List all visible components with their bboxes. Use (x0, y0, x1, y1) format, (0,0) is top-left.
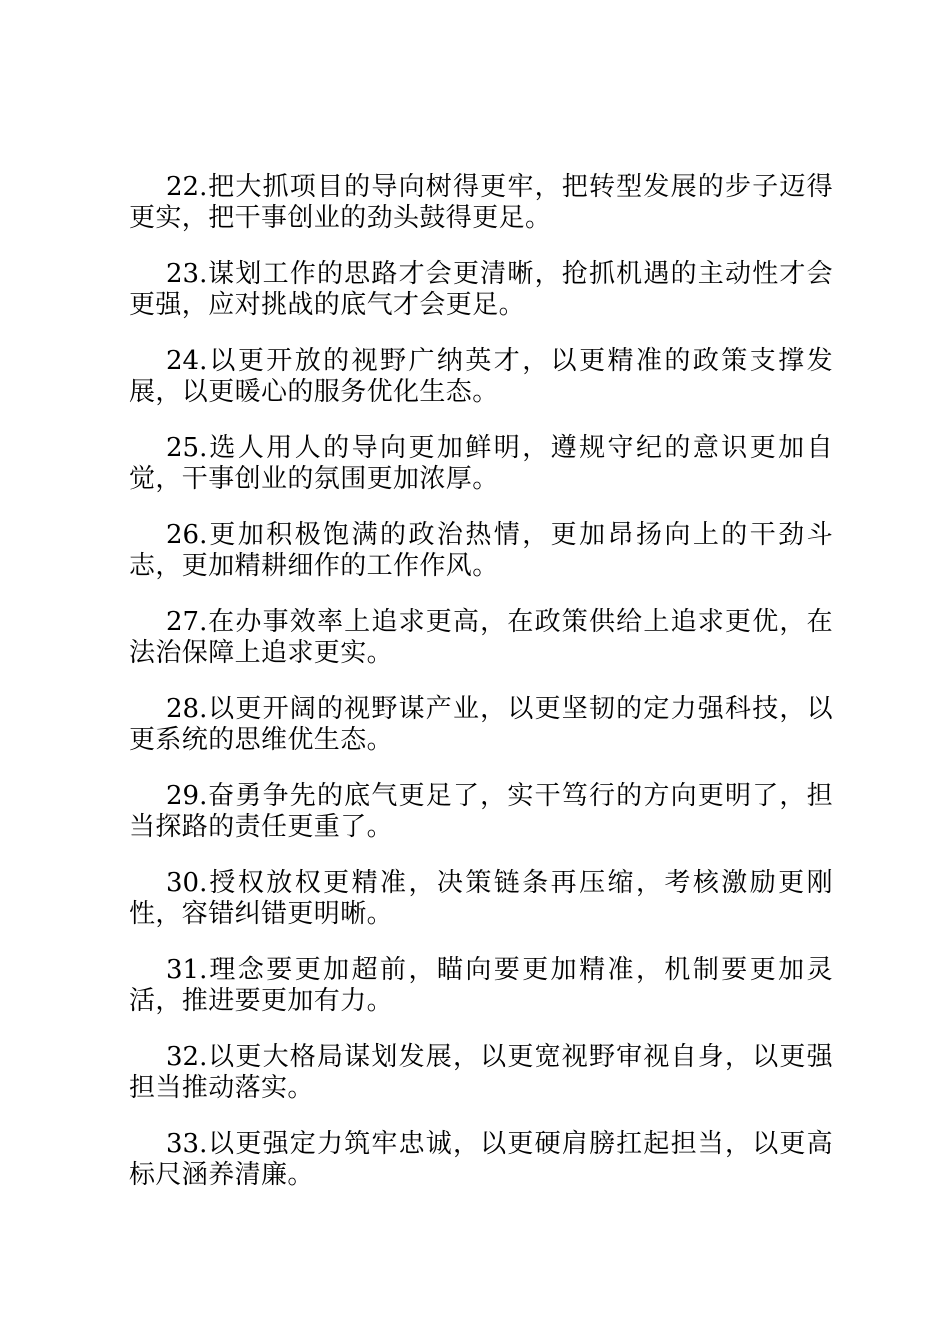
item-number: 27. (166, 607, 208, 637)
item-number: 22. (166, 172, 208, 202)
item-text: 理念要更加超前，瞄向要更加精准，机制要更加灵活，推进要更加有力。 (129, 955, 833, 1016)
list-item (129, 259, 833, 321)
list-item (129, 781, 833, 843)
item-text: 选人用人的导向更加鲜明，遵规守纪的意识更加自觉，干事创业的氛围更加浓厚。 (129, 433, 833, 494)
item-text: 在办事效率上追求更高，在政策供给上追求更优，在法治保障上追求更实。 (129, 607, 833, 668)
list-item (129, 172, 833, 234)
item-number: 29. (166, 781, 208, 811)
item-text: 更加积极饱满的政治热情，更加昂扬向上的干劲斗志，更加精耕细作的工作作风。 (129, 520, 833, 581)
list-item (129, 433, 833, 495)
item-number: 26. (166, 520, 208, 550)
document-body (129, 172, 833, 1216)
item-number: 32. (166, 1042, 208, 1072)
list-item (129, 520, 833, 582)
list-item (129, 1129, 833, 1191)
item-number: 33. (166, 1129, 208, 1159)
item-number: 24. (166, 346, 208, 376)
list-item (129, 955, 833, 1017)
item-number: 25. (166, 433, 208, 463)
list-item (129, 868, 833, 930)
item-text: 以更开放的视野广纳英才，以更精准的政策支撑发展，以更暖心的服务优化生态。 (129, 346, 833, 407)
list-item (129, 1042, 833, 1104)
item-number: 30. (166, 868, 208, 898)
item-number: 23. (166, 259, 208, 289)
list-item (129, 346, 833, 408)
item-text: 奋勇争先的底气更足了，实干笃行的方向更明了，担当探路的责任更重了。 (129, 781, 833, 842)
item-text: 以更开阔的视野谋产业，以更坚韧的定力强科技，以更系统的思维优生态。 (129, 694, 833, 755)
item-text: 授权放权更精准，决策链条再压缩，考核激励更刚性，容错纠错更明晰。 (129, 868, 833, 929)
item-text: 把大抓项目的导向树得更牢，把转型发展的步子迈得更实，把干事创业的劲头鼓得更足。 (129, 172, 833, 233)
item-text: 以更强定力筑牢忠诚，以更硬肩膀扛起担当，以更高标尺涵养清廉。 (129, 1129, 833, 1190)
list-item (129, 607, 833, 669)
item-text: 以更大格局谋划发展，以更宽视野审视自身，以更强担当推动落实。 (129, 1042, 833, 1103)
item-text: 谋划工作的思路才会更清晰，抢抓机遇的主动性才会更强，应对挑战的底气才会更足。 (129, 259, 833, 320)
list-item (129, 694, 833, 756)
item-number: 28. (166, 694, 208, 724)
item-number: 31. (166, 955, 208, 985)
